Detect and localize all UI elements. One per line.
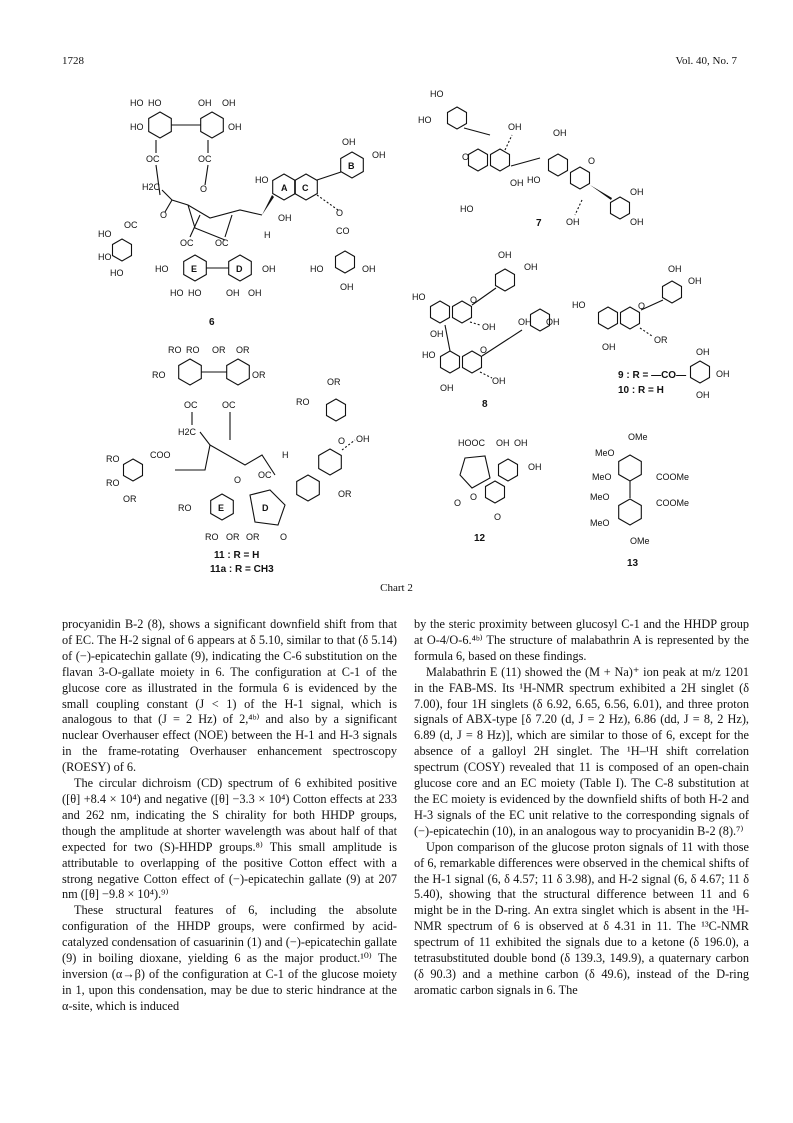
- atom-label: OH: [524, 262, 538, 272]
- atom-label: O: [200, 184, 208, 194]
- atom-label: HO: [422, 350, 436, 360]
- atom-label: OMe: [628, 432, 648, 442]
- structure-6: [98, 98, 386, 328]
- atom-label: RO: [168, 345, 182, 355]
- atom-label: OC: [184, 400, 198, 410]
- atom-label: O: [462, 152, 470, 162]
- atom-label: OC: [146, 154, 160, 164]
- ring-label: E: [218, 503, 225, 513]
- atom-label: OH: [514, 438, 528, 448]
- atom-label: RO: [106, 478, 120, 488]
- atom-label: O: [494, 512, 502, 522]
- compound-label: 9 : R = —CO—: [618, 370, 687, 381]
- compound-number: 12: [474, 533, 486, 544]
- atom-label: HO: [98, 229, 112, 239]
- atom-label: RO: [178, 503, 192, 513]
- page-number: 1728: [62, 55, 84, 67]
- atom-label: HO: [255, 175, 269, 185]
- ring-label: C: [302, 183, 309, 193]
- atom-label: HO: [130, 122, 144, 132]
- atom-label: OR: [212, 345, 226, 355]
- atom-label: OH: [482, 322, 496, 332]
- atom-label: OC: [198, 154, 212, 164]
- atom-label: OH: [340, 282, 354, 292]
- atom-label: OH: [602, 342, 616, 352]
- atom-label: O: [470, 295, 478, 305]
- paragraph: by the steric proximity between glucosyl C-1 and the HHDP group at O-4/O-6.⁴ᵇ⁾ The structure of malabathrin A is represented by the formula 6, based on these findings.: [414, 617, 749, 663]
- atom-label: OC: [222, 400, 236, 410]
- atom-label: OH: [278, 213, 292, 223]
- atom-label: OH: [228, 122, 242, 132]
- atom-label: OR: [236, 345, 250, 355]
- compound-number: 8: [482, 399, 488, 410]
- ring-label: D: [262, 503, 269, 513]
- atom-label: H2C: [142, 182, 161, 192]
- atom-label: MeO: [590, 492, 610, 502]
- structure-13: [590, 432, 689, 569]
- atom-label: HO: [98, 252, 112, 262]
- atom-label: OH: [248, 288, 262, 298]
- atom-label: OH: [496, 438, 510, 448]
- atom-label: HO: [412, 292, 426, 302]
- structure-7: [418, 89, 644, 229]
- structure-9-10: [572, 264, 730, 400]
- atom-label: OR: [246, 532, 260, 542]
- atom-label: OH: [528, 462, 542, 472]
- atom-label: OH: [688, 276, 702, 286]
- paragraph: The circular dichroism (CD) spectrum of 6 exhibited positive ([θ] +8.4 × 10⁴) and negative ([θ] −3.3 × 10⁴) Cotton effects at 233 and 262 nm, indicating the S chirality for both HHDP groups, though the amplitude at shorter wavelength was about half of that expected for two (S)-HHDP groups.⁸⁾ This small amplitude is attributable to overlapping of the positive Cotton effect with a strong negative Cotton effect of (−)-epicatechin gallate (9) at 207 nm ([θ] −9.8 × 10⁴).⁹⁾: [62, 776, 397, 902]
- atom-label: OH: [696, 347, 710, 357]
- atom-label: OH: [630, 187, 644, 197]
- compound-label: 11 : R = H: [214, 550, 260, 561]
- atom-label: O: [638, 301, 646, 311]
- structure-12: [454, 438, 542, 544]
- atom-label: OR: [338, 489, 352, 499]
- ring-label: B: [348, 161, 355, 171]
- atom-label: OH: [518, 317, 532, 327]
- atom-label: HO: [310, 264, 324, 274]
- atom-label: OC: [180, 238, 194, 248]
- atom-label: OH: [508, 122, 522, 132]
- atom-label: HO: [430, 89, 444, 99]
- atom-label: OH: [498, 250, 512, 260]
- atom-label: OH: [222, 98, 236, 108]
- atom-label: OH: [262, 264, 276, 274]
- atom-label: OMe: [630, 536, 650, 546]
- atom-label: OR: [252, 370, 266, 380]
- atom-label: O: [470, 492, 478, 502]
- atom-label: RO: [296, 397, 310, 407]
- atom-label: OH: [226, 288, 240, 298]
- atom-label: O: [454, 498, 462, 508]
- atom-label: HO: [188, 288, 202, 298]
- atom-label: O: [338, 436, 346, 446]
- atom-label: OC: [258, 470, 272, 480]
- structure-8: [412, 250, 560, 410]
- journal-volume: Vol. 40, No. 7: [675, 55, 737, 67]
- atom-label: HO: [155, 264, 169, 274]
- compound-label: 10 : R = H: [618, 385, 664, 396]
- atom-label: OH: [356, 434, 370, 444]
- atom-label: RO: [152, 370, 166, 380]
- atom-label: MeO: [590, 518, 610, 528]
- atom-label: CO: [336, 226, 350, 236]
- ring-label: E: [191, 264, 198, 274]
- atom-label: HO: [148, 98, 162, 108]
- atom-label: MeO: [592, 472, 612, 482]
- right-column: [414, 617, 749, 999]
- atom-label: RO: [106, 454, 120, 464]
- atom-label: H: [264, 230, 271, 240]
- atom-label: OH: [492, 376, 506, 386]
- structure-11: [106, 345, 370, 575]
- atom-label: OH: [630, 217, 644, 227]
- atom-label: H: [282, 450, 289, 460]
- compound-number: 7: [536, 218, 542, 229]
- atom-label: COO: [150, 450, 171, 460]
- atom-label: OR: [327, 377, 341, 387]
- atom-label: OR: [226, 532, 240, 542]
- atom-label: HO: [527, 175, 541, 185]
- atom-label: COOMe: [656, 498, 690, 508]
- atom-label: O: [480, 345, 488, 355]
- atom-label: RO: [186, 345, 200, 355]
- atom-label: OH: [362, 264, 376, 274]
- ring-label: D: [236, 264, 243, 274]
- atom-label: COOMe: [656, 472, 690, 482]
- atom-label: OH: [553, 128, 567, 138]
- atom-label: OH: [566, 217, 580, 227]
- atom-label: OH: [342, 137, 356, 147]
- atom-label: OH: [696, 390, 710, 400]
- atom-label: HO: [130, 98, 144, 108]
- atom-label: O: [234, 475, 242, 485]
- paragraph: procyanidin B-2 (8), shows a significant downfield shift from that of EC. The H-2 signal of 6 appears at δ 5.10, similar to that (δ 5.14) of (−)-epicatechin gallate (9), indicating the C-6 substitution on the flavan 3-O-gallate moiety in 6. The configuration at C-1 of the glucose core as illustrated in the formula 6 is evidenced by the small coupling constant (J < 1) of the H-1 signal, which is analogous to that (J = 2 Hz) of 2,⁴ᵇ⁾ and also by a significant nuclear Overhauser effect (NOE) between the H-1 and H-3 signals in the frame-rotating Overhauser enhancement spectroscopy (ROESY) of 6.: [62, 617, 397, 775]
- atom-label: OR: [654, 335, 668, 345]
- compound-label: 11a : R = CH3: [210, 564, 274, 575]
- atom-label: OH: [372, 150, 386, 160]
- atom-label: HO: [460, 204, 474, 214]
- atom-label: OH: [716, 369, 730, 379]
- paragraph: These structural features of 6, including the absolute configuration of the HHDP groups, were confirmed by acid-catalyzed condensation of casuarinin (1) and (−)-epicatechin gallate (9) in boiling dioxane, yielding 6 as the major product.¹⁰⁾ The inversion (α→β) of the configuration at C-1 of the glucose moiety in 1, upon this condensation, may be due to steric hindrance at the α-site, which is induced: [62, 903, 397, 1013]
- compound-number: 6: [209, 317, 215, 328]
- atom-label: OH: [440, 383, 454, 393]
- atom-label: HO: [418, 115, 432, 125]
- atom-label: HO: [572, 300, 586, 310]
- atom-label: HO: [170, 288, 184, 298]
- ring-label: A: [281, 183, 288, 193]
- atom-label: O: [336, 208, 344, 218]
- atom-label: OR: [123, 494, 137, 504]
- atom-label: OC: [215, 238, 229, 248]
- atom-label: H2C: [178, 427, 197, 437]
- atom-label: O: [280, 532, 288, 542]
- paragraph: Upon comparison of the glucose proton signals of 11 with those of 6, remarkable differences were observed in the chemical shifts of the H-1 signal (6, δ 4.57; 11 δ 3.98), and H-2 signal (6, δ 4.67; 11 δ 5.40), showing that the structural difference between 11 and 6 might be in the D-ring. An extra singlet which is absent in the ¹H-NMR spectrum of 6 is observed at δ 4.31 in 11. The ¹³C-NMR spectrum of 11 exhibited the signals due to a ketone (δ 196.0), a tetrasubstituted double bond (δ 139.3, 149.9), a quaternary carbon (δ 90.3) and a methine carbon (δ 49.6), instead of the D-ring aromatic carbon signals in 6. The: [414, 839, 749, 997]
- atom-label: HO: [110, 268, 124, 278]
- atom-label: MeO: [595, 448, 615, 458]
- atom-label: OH: [546, 317, 560, 327]
- atom-label: OH: [510, 178, 524, 188]
- left-column: [62, 617, 397, 1015]
- atom-label: HOOC: [458, 438, 485, 448]
- paragraph: Malabathrin E (11) showed the (M + Na)⁺ ion peak at m/z 1201 in the FAB-MS. Its ¹H-NMR spectrum exhibited a 2H singlet (δ 7.00), four 1H singlets (δ 6.92, 6.65, 6.56, 6.01), and three proton signals of ABX-type [δ 7.20 (d, J = 2 Hz), 6.86 (dd, J = 8, 2 Hz), 6.89 (d, J = 8 Hz)], which are similar to those of 6, except for the absence of a galloyl 2H singlet. The ¹H–¹H shift correlation spectrum (COSY) revealed that 11 is composed of an open-chain glucose core and an EC moiety (Table I). The C-8 substitution at the EC moiety is evidenced by the downfield shifts of both H-2 and H-3 signals of the EC unit relative to the corresponding signals of (−)-epicatechin (10), in an analogous way to procyanidin B-2 (8).⁷⁾: [414, 664, 749, 838]
- compound-number: 13: [627, 558, 639, 569]
- atom-label: O: [588, 156, 596, 166]
- figure-caption: Chart 2: [380, 582, 413, 594]
- atom-label: OH: [430, 329, 444, 339]
- atom-label: O: [160, 210, 168, 220]
- atom-label: OH: [668, 264, 682, 274]
- atom-label: RO: [205, 532, 219, 542]
- atom-label: OH: [198, 98, 212, 108]
- atom-label: OC: [124, 220, 138, 230]
